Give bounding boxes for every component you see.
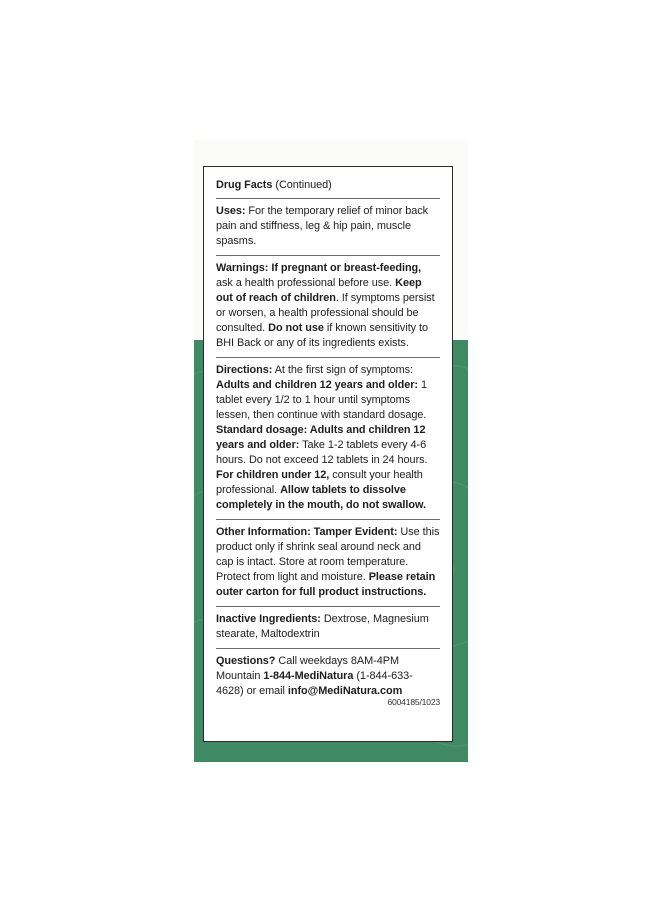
warnings-label: Warnings: If pregnant or breast-feeding, [216,262,422,274]
uses-text: For the temporary relief of minor back pain and stiffness, leg & hip pain, muscle spasms. [216,205,429,247]
drug-facts-heading: Drug Facts [216,179,273,191]
uses-label: Uses: [216,205,246,217]
do-not-use: Do not use [268,322,324,334]
warnings-text: ask a health professional before use. [216,277,396,289]
directions-section [216,358,440,520]
questions-label: Questions? [216,655,276,667]
standard-dosage-text: Take 1-2 tablets every 4-6 hours. Do not exceed 12 tablets in 24 hours. [216,439,428,466]
adults-label: Adults and children 12 years and older: [216,379,419,391]
inactive-ingredients-text: Dextrose, Magnesium stearate, Maltodextrin [216,613,429,640]
directions-text: At the first sign of symptoms: [272,364,414,376]
children-text: consult your health professional. [216,469,423,496]
email-address: info@MediNatura.com [287,685,403,697]
standard-dosage-label: Standard dosage: Adults and children 12 years and older: [216,424,426,451]
other-information-section [216,520,440,607]
drug-facts-panel [203,166,453,742]
questions-text: Call weekdays 8AM-4PM Mountain [216,655,399,682]
continued-label: (Continued) [272,179,332,191]
other-information-label: Other Information: Tamper Evident: [216,526,398,538]
retain-carton-note: Please retain outer carton for full product instructions. [216,571,436,598]
lot-code: 6004185/1023 [387,697,440,707]
children-label: For children under 12, [216,469,330,481]
warnings-section [216,256,440,358]
other-information-text: Use this product only if shrink seal around neck and cap is intact. Store at room temperature. Protect from light and moisture. [216,526,440,583]
phone-number: 1-844-MediNatura [263,670,354,682]
warnings-text-3: if known sensitivity to BHI Back or any of its ingredients exists. [216,322,429,349]
adults-text: 1 tablet every 1/2 to 1 hour until symptoms lessen, then continue with standard dosage. [216,379,427,421]
phone-digits: (1-844-633-4628) or email [216,670,413,697]
keep-out-of-reach: Keep out of reach of children [216,277,422,304]
drug-facts-title [216,177,440,199]
uses-section [216,199,440,256]
dissolve-instruction: Allow tablets to dissolve completely in the mouth, do not swallow. [216,484,426,511]
directions-label: Directions: [216,364,273,376]
inactive-ingredients-label: Inactive Ingredients: [216,613,321,625]
inactive-ingredients-section [216,607,440,649]
product-carton [194,140,468,762]
warnings-text-2: . If symptoms persist or worsen, a health professional should be consulted. [216,292,435,334]
